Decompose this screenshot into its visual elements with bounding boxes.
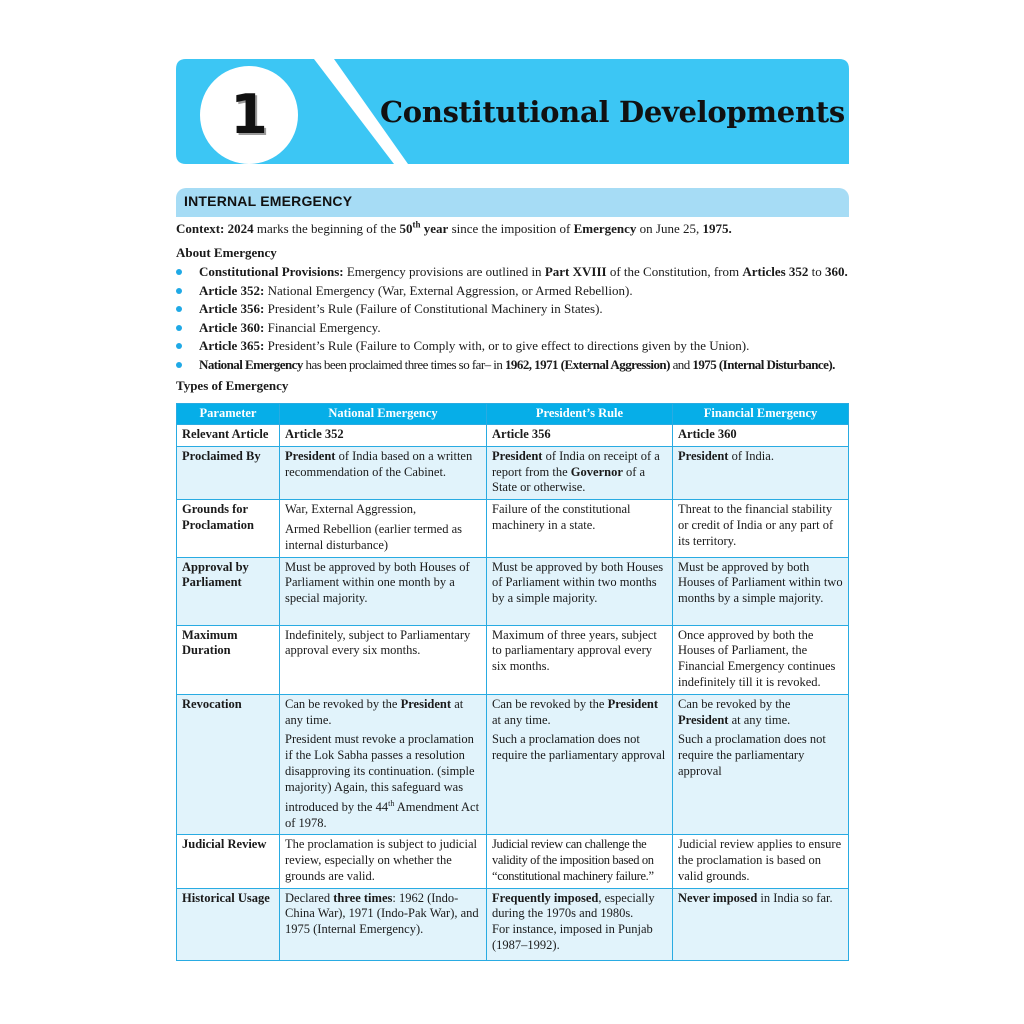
bullet-dot-icon xyxy=(176,288,182,294)
bullet-dot-icon xyxy=(176,362,182,368)
table-cell: War, External Aggression, Armed Rebellion (earlier termed as internal disturbance) xyxy=(280,500,487,557)
table-cell: Can be revoked by the President at any time. Such a proclamation does not require the parliamentary approval xyxy=(487,694,673,835)
context-text-1: marks the beginning of the xyxy=(253,221,400,236)
table-cell: Once approved by both the Houses of Parliament, the Financial Emergency continues indefinitely till it is revoked. xyxy=(673,625,849,694)
types-heading: Types of Emergency xyxy=(176,378,289,393)
row-label: Revocation xyxy=(177,694,280,835)
table-cell: Judicial review applies to ensure the proclamation is based on valid grounds. xyxy=(673,835,849,888)
about-heading: About Emergency xyxy=(176,245,277,260)
bullet-dot-icon xyxy=(176,306,182,312)
section-heading-bar xyxy=(176,188,849,217)
chapter-title: Constitutional Developments xyxy=(380,95,845,129)
table-cell: Must be approved by both Houses of Parliament within one month by a special majority. xyxy=(280,557,487,625)
table-cell: Never imposed in India so far. xyxy=(673,888,849,960)
row-label: Maximum Duration xyxy=(177,625,280,694)
table-row xyxy=(177,557,849,625)
table-cell: Declared three times: 1962 (Indo-China War), 1971 (Indo-Pak War), and 1975 (Internal Emergency). xyxy=(280,888,487,960)
column-header: National Emergency xyxy=(280,404,487,425)
row-label: Grounds for Proclamation xyxy=(177,500,280,557)
list-item: Article 360: Financial Emergency. xyxy=(176,319,856,338)
table-cell: Threat to the financial stability or credit of India or any part of its territory. xyxy=(673,500,849,557)
list-item: Article 356: President’s Rule (Failure of Constitutional Machinery in States). xyxy=(176,300,856,319)
table-row xyxy=(177,446,849,499)
table-cell: Article 352 xyxy=(280,425,487,447)
table-row xyxy=(177,625,849,694)
context-year-2: 1975. xyxy=(702,221,732,236)
table-cell: Judicial review can challenge the validity of the imposition based on “constitutional machinery failure.” xyxy=(487,835,673,888)
table-cell: President of India on receipt of a report from the Governor of a State or otherwise. xyxy=(487,446,673,499)
bullet-dot-icon xyxy=(176,325,182,331)
list-item: Article 365: President’s Rule (Failure to Comply with, or to give effect to directions given by the Union). xyxy=(176,337,856,356)
table-cell: President of India. xyxy=(673,446,849,499)
context-year: 2024 xyxy=(227,221,254,236)
table-cell: Article 360 xyxy=(673,425,849,447)
chapter-number-badge xyxy=(200,66,298,164)
table-cell: Can be revoked by the President at any time. Such a proclamation does not require the parliamentary approval xyxy=(673,694,849,835)
about-bullet-list xyxy=(176,263,856,374)
chapter-banner xyxy=(176,59,849,164)
column-header: Financial Emergency xyxy=(673,404,849,425)
table-cell: Must be approved by both Houses of Parliament within two months by a simple majority. xyxy=(487,557,673,625)
context-nth: 50th year xyxy=(399,219,449,236)
section-title: INTERNAL EMERGENCY xyxy=(184,193,353,209)
table-cell: Indefinitely, subject to Parliamentary approval every six months. xyxy=(280,625,487,694)
table-row xyxy=(177,888,849,960)
column-header: President’s Rule xyxy=(487,404,673,425)
table-cell: President of India based on a written recommendation of the Cabinet. xyxy=(280,446,487,499)
bullet-dot-icon xyxy=(176,269,182,275)
list-item: National Emergency has been proclaimed three times so far– in 1962, 1971 (External Aggression) and 1975 (Internal Disturbance). xyxy=(176,356,856,375)
context-text-3: on June 25, xyxy=(636,221,703,236)
row-label: Relevant Article xyxy=(177,425,280,447)
context-label: Context: xyxy=(176,221,225,236)
column-header: Parameter xyxy=(177,404,280,425)
chapter-number: 1 xyxy=(230,83,268,146)
table-cell: The proclamation is subject to judicial review, especially on whether the grounds are valid. xyxy=(280,835,487,888)
table-row xyxy=(177,425,849,447)
table-cell: Maximum of three years, subject to parliamentary approval every six months. xyxy=(487,625,673,694)
list-item: Article 352: National Emergency (War, External Aggression, or Armed Rebellion). xyxy=(176,282,856,301)
table-row xyxy=(177,835,849,888)
row-label: Judicial Review xyxy=(177,835,280,888)
emergency-types-table xyxy=(176,403,849,961)
row-label: Approval by Parliament xyxy=(177,557,280,625)
row-label: Proclaimed By xyxy=(177,446,280,499)
list-item: Constitutional Provisions: Emergency provisions are outlined in Part XVIII of the Constitution, from Articles 352 to 360. xyxy=(176,263,856,282)
context-text-2: since the imposition of xyxy=(448,221,574,236)
row-label: Historical Usage xyxy=(177,888,280,960)
table-cell: Must be approved by both Houses of Parliament within two months by a simple majority. xyxy=(673,557,849,625)
table-cell: Article 356 xyxy=(487,425,673,447)
table-cell: Failure of the constitutional machinery in a state. xyxy=(487,500,673,557)
table-cell: Can be revoked by the President at any time. President must revoke a proclamation if the Lok Sabha passes a resolution disapproving its continuation. (simple majority) Again, this safeguard was introduced by the 44th Amendment Act of 1978. xyxy=(280,694,487,835)
table-row xyxy=(177,694,849,835)
context-paragraph xyxy=(176,221,856,237)
table-cell: Frequently imposed, especially during the 1970s and 1980s. For instance, imposed in Punjab (1987–1992). xyxy=(487,888,673,960)
table-row xyxy=(177,500,849,557)
table-header-row xyxy=(177,404,849,425)
bullet-dot-icon xyxy=(176,343,182,349)
context-emergency: Emergency xyxy=(573,221,637,236)
